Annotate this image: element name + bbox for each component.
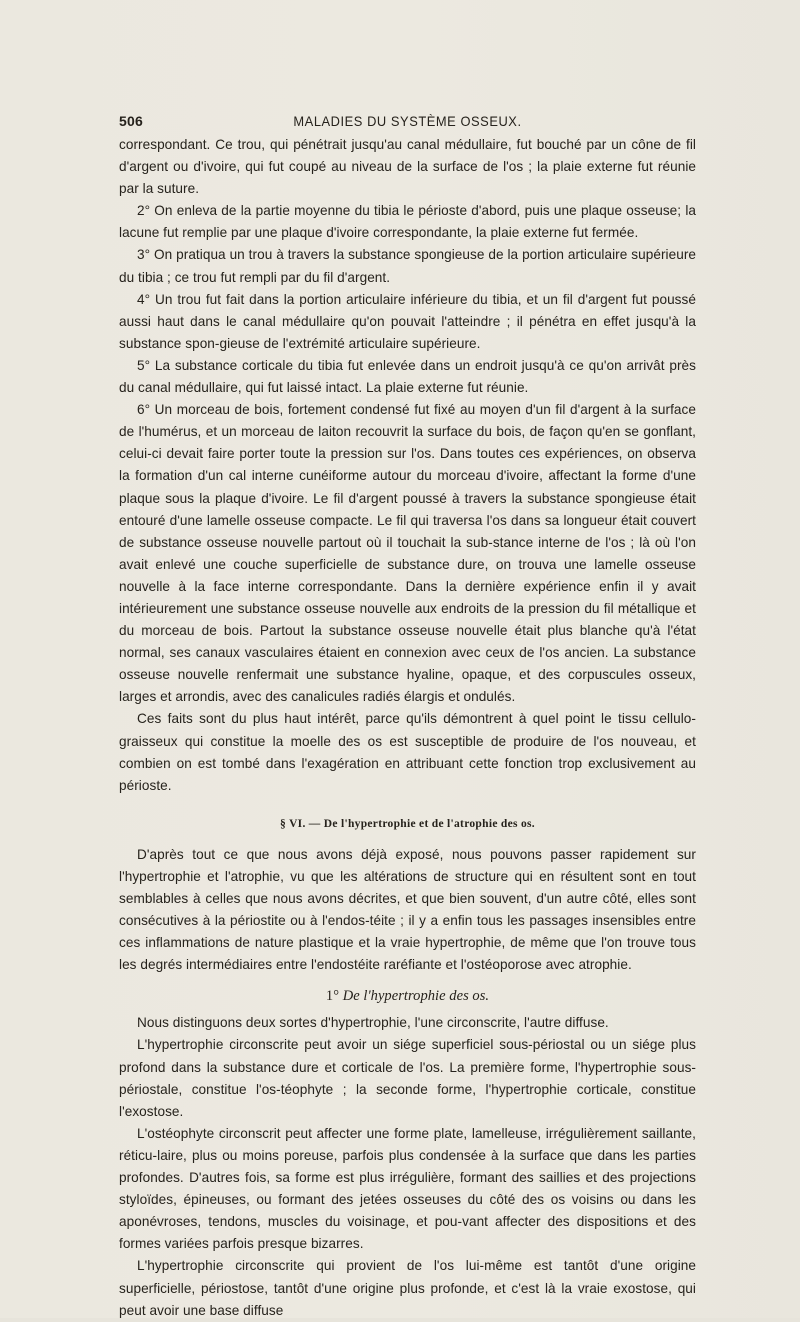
paragraph: 6° Un morceau de bois, fortement condensé fut fixé au moyen d'un fil d'argent à la surface de l'humérus, et un morceau de laiton recouvrit la surface du bois, de façon qu'en se gonflant, celui-ci devait faire porter toute la pression sur l'os. Dans toutes ces expériences, on observa la formation d'un cal interne cunéiforme autour du morceau d'ivoire, affectant la forme d'une plaque sous la plaque d'ivoire. Le fil d'argent poussé à travers la substance spongieuse était entouré d'une lamelle osseuse compacte. Le fil qui traversa l'os dans sa longueur était couvert de substance osseuse nouvelle partout où il touchait la sub-stance interne de l'os ; là où l'on avait enlevé une couche superficielle de substance dure, on trouva une lamelle osseuse nouvelle à la face interne correspondante. Dans la dernière expérience enfin il y avait intérieurement une substance osseuse nouvelle aux endroits de la pression du fil métallique et du morceau de bois. Partout la substance osseuse nouvelle était plus blanche qu'à l'état normal, ses canaux vasculaires étaient en connexion avec ceux de l'os ancien. La substance osseuse nouvelle renfermait une substance hyaline, opaque, et des corpuscules osseux, larges et arrondis, avec des canalicules radiés élargis et ondulés.	[119, 402, 696, 705]
paragraph: L'hypertrophie circonscrite qui provient de l'os lui-même est tantôt d'une origine superficielle, périostose, tantôt d'une origine plus profonde, et c'est là la vraie exostose, qui peut avoir une base diffuse	[119, 1258, 696, 1318]
paragraph: D'après tout ce que nous avons déjà exposé, nous pouvons passer rapidement sur l'hypertrophie et l'atrophie, vu que les altérations de structure qui en résultent sont en tout semblables à celles que nous avons décrites, et que bien souvent, d'un autre côté, elles sont consécutives à la périostite ou à l'endos-téite ; il y a enfin tous les passages insensibles entre ces inflammations de nature plastique et la vraie hypertrophie, de même que l'on trouve tous les degrés intermédiaires entre l'endostéite raréfiante et l'ostéoporose avec atrophie.	[119, 846, 696, 973]
page-number: 506	[119, 113, 143, 129]
body-text	[119, 134, 696, 1322]
subsection-number: 1°	[325, 988, 340, 1005]
subsection-title-text: De l'hypertrophie des os.	[342, 988, 490, 1005]
paragraph: Nous distinguons deux sortes d'hypertrophie, l'une circonscrite, l'autre diffuse.	[137, 1015, 609, 1031]
paragraph: L'hypertrophie circonscrite peut avoir un siége superficiel sous-périostal ou un siége plus profond dans la substance dure et corticale de l'os. La première forme, l'hypertrophie sous-périostale, constitue l'os-téophyte ; la seconde forme, l'hypertrophie corticale, constitue l'exostose.	[119, 1037, 696, 1119]
section-title: § VI. — De l'hypertrophie et de l'atrophie des os.	[280, 817, 535, 830]
paragraph: 2° On enleva de la partie moyenne du tibia le périoste d'abord, puis une plaque osseuse; la lacune fut remplie par une plaque d'ivoire correspondante, la plaie externe fut fermée.	[119, 203, 696, 241]
paragraph: 3° On pratiqua un trou à travers la substance spongieuse de la portion articulaire supérieure du tibia ; ce trou fut rempli par du fil d'argent.	[119, 247, 696, 285]
paragraph: Ces faits sont du plus haut intérêt, parce qu'ils démontrent à quel point le tissu cellulo-graisseux qui constitue la moelle des os est susceptible de produire de l'os nouveau, et combien on est tombé dans l'exagération en attribuant cette fonction trop exclusivement au périoste.	[119, 711, 696, 793]
paragraph: L'ostéophyte circonscrit peut affecter une forme plate, lamelleuse, irrégulièrement saillante, réticu-laire, plus ou moins poreuse, parfois plus condensée à la surface que dans les parties profondes. D'autres fois, sa forme est plus irrégulière, formant des saillies et des projections styloïdes, épineuses, ou formant des jetées osseuses du côté des os voisins ou dans les aponévroses, tendons, muscles du voisinage, et pou-vant affecter des dispositions et des formes variées parfois presque bizarres.	[119, 1125, 696, 1252]
paragraph: 4° Un trou fut fait dans la portion articulaire inférieure du tibia, et un fil d'argent fut poussé aussi haut dans le canal médullaire qu'on pouvait l'atteindre ; il pénétra en effet jusqu'à la substance spon-gieuse de l'extrémité articulaire supérieure.	[119, 291, 696, 351]
paragraph: correspondant. Ce trou, qui pénétrait jusqu'au canal médullaire, fut bouché par un cône de fil d'argent ou d'ivoire, qui fut coupé au niveau de la surface de l'os ; la plaie externe fut réunie par la suture.	[119, 137, 696, 197]
subsection-title	[119, 985, 696, 1007]
paragraph: 5° La substance corticale du tibia fut enlevée dans un endroit jusqu'à ce qu'on arrivât près du canal médullaire, qui fut laissé intact. La plaie externe fut réunie.	[119, 357, 696, 396]
running-head: MALADIES DU SYSTÈME OSSEUX.	[293, 113, 522, 129]
